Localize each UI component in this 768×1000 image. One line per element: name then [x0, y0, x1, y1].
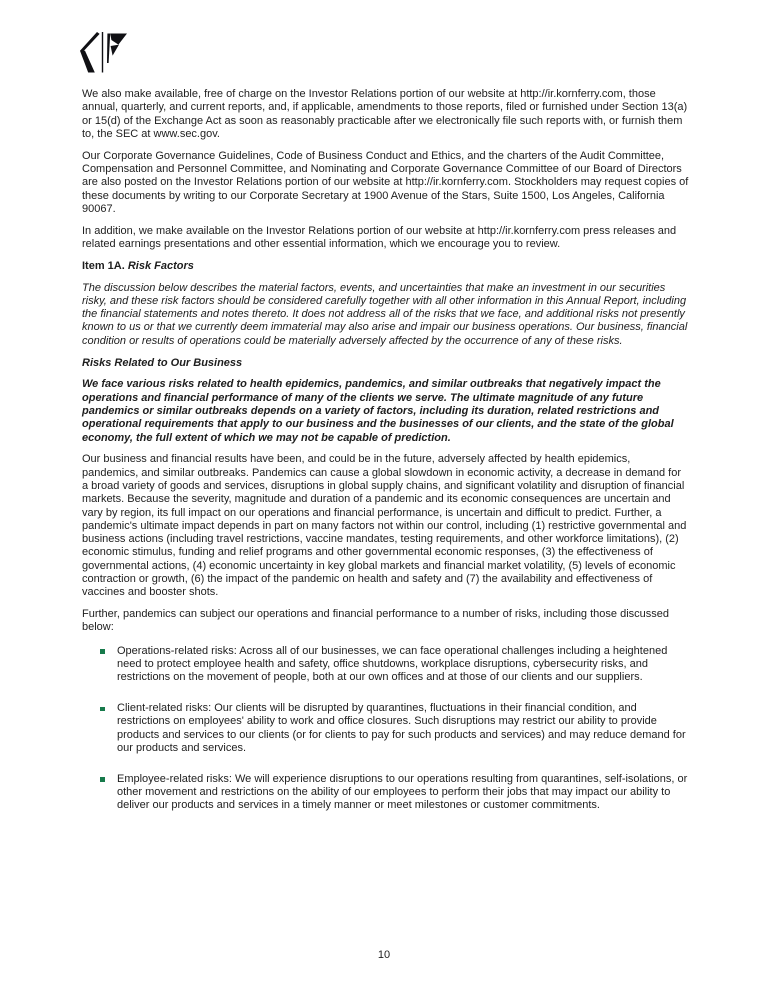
item-title: Risk Factors [127, 259, 194, 272]
list-item-operations-risks: Operations-related risks: Across all of our businesses, we can face operational challenges including a heightened need to protect employee health and safety, office shutdowns, workplace disruptions, cybersecurity risks, and restrictions on the movement of people, both at our own offices and at those of our clients and our suppliers. [117, 645, 689, 685]
page-number: 10 [377, 949, 391, 961]
risk-bullet-list [82, 645, 689, 813]
subheading-risks-business: Risks Related to Our Business [82, 356, 243, 369]
kf-monogram-icon [78, 32, 128, 73]
section-heading-item-1a [82, 260, 689, 273]
paragraph-availability: We also make available, free of charge on the Investor Relations portion of our website at http://ir.kornferry.com, those annual, quarterly, and current reports, and, if applicable, amendments to those reports, filed or furnished under Section 13(a) or 15(d) of the Exchange Act as soon as reasonably practicable after we electronically file such reports with, or furnish them to, the SEC at www.sec.gov. [82, 88, 688, 140]
paragraph-risks-lead-in: Further, pandemics can subject our operations and financial performance to a number of risks, including those discussed below: [82, 608, 669, 634]
korn-ferry-logo [78, 32, 128, 73]
paragraph-pandemic-effects: Our business and financial results have been, and could be in the future, adversely affected by health epidemics, pandemics, and similar outbreaks. Pandemics can cause a global slowdown in economic activity, a decrease in demand for a broad variety of goods and services, disruptions in global supply chains, and significant volatility and disruption of financial markets. Because the severity, magnitude and duration of a pandemic and its economic consequences are uncertain and vary by region, its full impact on our operations and financial performance, is uncertain and difficult to predict. Further, a pandemic's ultimate impact depends in part on many factors not within our control, including (1) restrictive governmental and business actions (including travel restrictions, vaccine mandates, testing requirements, and other workforce limitations), (2) economic stimulus, funding and relief programs and other governmental economic responses, (3) the effectiveness of governmental actions, (4) economic uncertainty in key global markets and financial market volatility, (5) levels of economic contraction or growth, (6) the impact of the pandemic on health and safety and (7) the availability and effectiveness of vaccines and booster shots. [82, 453, 687, 599]
list-item-employee-risks: Employee-related risks: We will experience disruptions to our operations resulting from quarantines, self-isolations, or other movement and restrictions on the ability of our employees to perform their jobs that may impact our ability to deliver our products and services in a timely manner or meet milestones or customer commitments. [117, 772, 688, 812]
paragraph-risk-statement: We face various risks related to health epidemics, pandemics, and similar outbreaks that negatively impact the operations and financial performance of many of the clients we serve. The ultimate magnitude of any future pandemics or similar outbreaks depends on a variety of factors, including its duration, related restrictions and operational requirements that apply to our business and the businesses of our clients, and the state of the global economy, the full extent of which we may not be capable of prediction. [82, 378, 674, 444]
paragraph-risk-intro: The discussion below describes the material factors, events, and uncertainties that make an investment in our securities risky, and these risk factors should be considered carefully together with all other information in this Annual Report, including the financial statements and notes thereto. It does not address all of the risks that we face, and additional risks not presently known to us or that we currently deem immaterial may also arise and impair our business operations. Our business, financial condition or results of operations could be materially adversely affected by the occurrence of any of these risks. [82, 281, 688, 347]
list-item-client-risks: Client-related risks: Our clients will be disrupted by quarantines, fluctuations in their financial condition, and restrictions on employees' ability to work and office closures. Such disruptions may restrict our ability to provide products and services to our clients (or for clients to pay for such products and services) and may reduce demand for our products and services. [117, 702, 689, 755]
document-body [82, 88, 689, 830]
paragraph-governance: Our Corporate Governance Guidelines, Code of Business Conduct and Ethics, and the charters of the Audit Committee, Compensation and Personnel Committee, and Nominating and Corporate Governance Committee of our Board of Directors are also posted on the Investor Relations portion of our website at http://ir.kornferry.com. Stockholders may request copies of these documents by writing to our Corporate Secretary at 1900 Avenue of the Stars, Suite 1500, Los Angeles, California 90067. [82, 149, 689, 215]
item-label: Item 1A. [82, 259, 125, 272]
paragraph-press-releases: In addition, we make available on the Investor Relations portion of our website at http://ir.kornferry.com press releases and related earnings presentations and other essential information, which we encourage you to review. [82, 224, 677, 250]
